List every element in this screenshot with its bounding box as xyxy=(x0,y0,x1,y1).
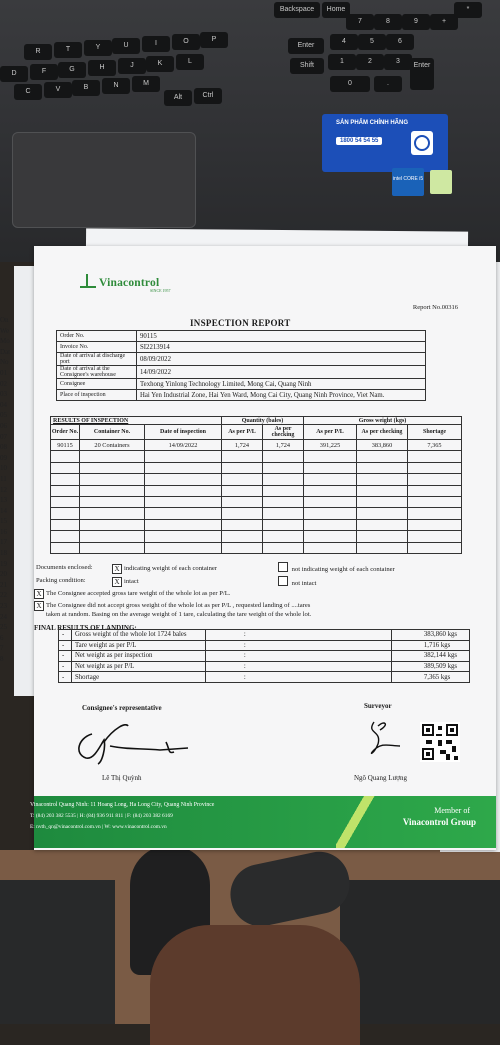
footer-stripe xyxy=(336,796,376,848)
table-cell-empty xyxy=(51,542,80,553)
side-row-number: 24 xyxy=(0,612,7,621)
vinacontrol-logo xyxy=(80,274,159,289)
info-row xyxy=(57,379,426,390)
consignee-accepted-text: The Consignee accepted gross tare weight of the whole lot as per P/L. xyxy=(46,590,231,597)
leg-left xyxy=(0,880,115,1024)
side-row-number: 04 xyxy=(0,400,7,409)
cell-shortage: 7,365 xyxy=(408,440,462,451)
table-row-empty xyxy=(51,508,462,519)
table-cell-empty xyxy=(51,519,80,530)
final-dash: - xyxy=(59,661,72,672)
final-label: Net weight as per P/L xyxy=(72,661,206,672)
table-cell-empty xyxy=(357,519,408,530)
eco-sticker xyxy=(430,170,452,194)
cell-order-no: 90115 xyxy=(51,440,80,451)
final-colon: : xyxy=(205,672,391,683)
info-label: Invoice No. xyxy=(57,342,137,353)
table-row-empty xyxy=(51,462,462,473)
key-4: 4 xyxy=(330,34,358,50)
table-row-empty xyxy=(51,542,462,553)
surveyor-label: Surveyor xyxy=(364,702,392,710)
qr-code-icon xyxy=(420,722,460,762)
table-cell-empty xyxy=(222,508,263,519)
info-value: 14/09/2022 xyxy=(137,366,426,379)
option-intact xyxy=(112,577,139,587)
final-label: Gross weight of the whole lot 1724 bales xyxy=(72,630,206,641)
table-cell-empty xyxy=(263,542,304,553)
final-dash: - xyxy=(59,672,72,683)
documents-enclosed-label: Documents enclosed: xyxy=(36,564,93,571)
logo-since: SINCE 1957 xyxy=(150,288,171,293)
side-row-number: 19 xyxy=(0,559,7,568)
table-cell-empty xyxy=(80,508,145,519)
col-date: Date of inspection xyxy=(145,425,222,440)
table-row-empty xyxy=(51,474,462,485)
side-row-number: 16 xyxy=(0,527,7,536)
table-cell-empty xyxy=(51,451,80,462)
table-cell-empty xyxy=(222,496,263,507)
keyboard xyxy=(0,0,470,118)
table-cell-empty xyxy=(263,531,304,542)
final-colon: : xyxy=(205,651,391,662)
option-not-weight-each xyxy=(278,562,395,573)
table-row-empty xyxy=(51,496,462,507)
sticker-title: SẢN PHẨM CHÍNH HÃNG xyxy=(336,120,408,126)
laptop xyxy=(0,0,500,262)
table-cell-empty xyxy=(222,474,263,485)
final-value: 383,860 kgs xyxy=(391,630,469,641)
info-label: Date of arrival at discharge port xyxy=(57,353,137,366)
intel-sticker-text: intel CORE i5 xyxy=(392,176,424,182)
side-row-number: 01 xyxy=(0,368,7,377)
key-5: 5 xyxy=(358,34,386,50)
key-c: C xyxy=(14,84,42,100)
info-value: 90115 xyxy=(137,331,426,342)
gross-weight-header: Gross weight (kgs) xyxy=(304,417,462,425)
side-row-number: Mo xyxy=(0,337,10,346)
option-weight-each-label: indicating weight of each container xyxy=(124,565,218,572)
key-1: 1 xyxy=(328,54,356,70)
results-subheader-row xyxy=(51,425,462,440)
final-row xyxy=(59,651,470,662)
cell-qty-check: 1,724 xyxy=(263,440,304,451)
side-row-number: 11 xyxy=(0,474,7,483)
side-row-number: 07 xyxy=(0,432,7,441)
table-cell-empty xyxy=(145,531,222,542)
col-gw-pl: As per P/L xyxy=(304,425,357,440)
checkbox-not-weight-each[interactable] xyxy=(278,562,288,572)
checkbox-intact[interactable]: X xyxy=(112,577,122,587)
table-cell-empty xyxy=(304,462,357,473)
table-cell-empty xyxy=(145,519,222,530)
consignee-rep-label: Consignee's representative xyxy=(82,704,162,712)
side-row-number: 21 xyxy=(0,580,7,589)
intel-logo-icon xyxy=(392,168,424,196)
col-qty-pl: As per P/L xyxy=(222,425,263,440)
table-cell-empty xyxy=(408,462,462,473)
key-home: Home xyxy=(322,2,350,18)
final-colon: : xyxy=(205,640,391,651)
footer-banner xyxy=(30,796,496,848)
table-row-empty xyxy=(51,451,462,462)
cell-date: 14/09/2022 xyxy=(145,440,222,451)
cell-qty-pl: 1,724 xyxy=(222,440,263,451)
option-weight-each xyxy=(112,564,217,574)
final-row xyxy=(59,640,470,651)
key-t: T xyxy=(54,42,82,58)
side-row-number: 6 xyxy=(0,633,4,642)
key-plus: + xyxy=(430,14,458,30)
table-cell-empty xyxy=(357,451,408,462)
option-not-weight-each-label: not indicating weight of each container xyxy=(291,566,395,573)
table-cell-empty xyxy=(357,462,408,473)
results-title: RESULTS OF INSPECTION xyxy=(51,417,222,425)
table-cell-empty xyxy=(80,451,145,462)
key-7: 7 xyxy=(346,14,374,30)
table-cell-empty xyxy=(408,542,462,553)
table-cell-empty xyxy=(222,462,263,473)
table-cell-empty xyxy=(51,485,80,496)
key-v: V xyxy=(44,82,72,98)
table-cell-empty xyxy=(145,542,222,553)
cell-container-no: 20 Containers xyxy=(80,440,145,451)
report-title: INSPECTION REPORT xyxy=(190,318,291,328)
consignee-rep-name: Lê Thị Quỳnh xyxy=(102,774,142,782)
table-cell-empty xyxy=(51,462,80,473)
table-cell-empty xyxy=(357,474,408,485)
col-qty-check: As per checking xyxy=(263,425,304,440)
side-row-number: 8 xyxy=(0,655,4,663)
side-row-number: 03 xyxy=(0,390,7,399)
sticker-phone: 1800 54 54 55 xyxy=(336,137,382,145)
table-cell-empty xyxy=(408,451,462,462)
final-results-title: FINAL RESULTS OF LANDING: xyxy=(34,624,137,632)
final-row xyxy=(59,630,470,641)
key-dot: . xyxy=(374,76,402,92)
option-not-intact xyxy=(278,576,316,587)
inspection-report-sheet xyxy=(30,246,496,850)
key-backspace: Backspace xyxy=(274,2,320,18)
final-colon: : xyxy=(205,661,391,672)
report-number: Report No.00316 xyxy=(412,304,458,311)
key-f: F xyxy=(30,64,58,80)
table-cell-empty xyxy=(304,508,357,519)
side-row-number: 14 xyxy=(0,506,7,515)
key-multiply: * xyxy=(454,2,482,18)
key-j: J xyxy=(118,58,146,74)
key-p: P xyxy=(200,32,228,48)
key-k: K xyxy=(146,56,174,72)
info-value: Hai Yen Industrial Zone, Hai Yen Ward, Mong Cai City, Quang Ninh Province, Viet Nam. xyxy=(137,390,426,401)
table-cell-empty xyxy=(357,531,408,542)
table-cell-empty xyxy=(263,496,304,507)
consignee-signature xyxy=(70,720,200,766)
key-2: 2 xyxy=(356,54,384,70)
order-info-table xyxy=(56,330,426,401)
table-cell-empty xyxy=(304,474,357,485)
info-label: Order No. xyxy=(57,331,137,342)
table-cell-empty xyxy=(357,485,408,496)
table-cell-empty xyxy=(357,542,408,553)
final-colon: : xyxy=(205,630,391,641)
table-cell-empty xyxy=(408,531,462,542)
footer-group: Vinacontrol Group xyxy=(402,817,476,827)
side-row-number: 17 xyxy=(0,538,7,547)
key-y: Y xyxy=(84,40,112,56)
info-row xyxy=(57,353,426,366)
table-cell-empty xyxy=(145,485,222,496)
final-dash: - xyxy=(59,640,72,651)
key-n: N xyxy=(102,78,130,94)
final-row xyxy=(59,661,470,672)
info-row xyxy=(57,390,426,401)
option-intact-label: intact xyxy=(124,578,139,585)
footer-address: Vinacontrol Quang Ninh: 11 Hoang Long, Ha Long City, Quang Ninh Province xyxy=(30,802,215,808)
info-row xyxy=(57,331,426,342)
table-cell-empty xyxy=(80,462,145,473)
side-row-number: 20 xyxy=(0,570,7,579)
final-value: 389,509 kgs xyxy=(391,661,469,672)
key-0: 0 xyxy=(330,76,370,92)
table-cell-empty xyxy=(263,462,304,473)
table-cell-empty xyxy=(80,531,145,542)
table-row xyxy=(51,440,462,451)
col-order-no: Order No. xyxy=(51,425,80,440)
table-cell-empty xyxy=(222,542,263,553)
checkbox-accepted[interactable]: X xyxy=(34,589,44,599)
results-table xyxy=(50,416,462,554)
table-cell-empty xyxy=(222,531,263,542)
final-value: 382,144 kgs xyxy=(391,651,469,662)
checkbox-weight-each[interactable]: X xyxy=(112,564,122,574)
table-cell-empty xyxy=(145,496,222,507)
final-row xyxy=(59,672,470,683)
final-dash: - xyxy=(59,630,72,641)
table-cell-empty xyxy=(304,451,357,462)
surveyor-signature xyxy=(360,716,420,762)
table-cell-empty xyxy=(263,451,304,462)
key-o: O xyxy=(172,34,200,50)
table-cell-empty xyxy=(408,519,462,530)
table-cell-empty xyxy=(145,462,222,473)
info-row xyxy=(57,366,426,379)
key-m: M xyxy=(132,76,160,92)
side-row-number: 09 xyxy=(0,453,7,462)
final-value: 7,365 kgs xyxy=(391,672,469,683)
table-cell-empty xyxy=(80,474,145,485)
empty-rows xyxy=(51,451,462,554)
info-value: SI2213914 xyxy=(137,342,426,353)
table-row-empty xyxy=(51,485,462,496)
table-row-empty xyxy=(51,519,462,530)
info-value: 08/09/2022 xyxy=(137,353,426,366)
quantity-header: Quantity (bales) xyxy=(222,417,304,425)
key-numpad-enter: Enter xyxy=(410,58,434,90)
table-row-empty xyxy=(51,531,462,542)
key-h: H xyxy=(88,60,116,76)
side-row-number: 25 xyxy=(0,623,7,632)
consignee-accepted xyxy=(34,589,230,599)
table-cell-empty xyxy=(408,485,462,496)
side-row-number: On xyxy=(0,316,9,324)
leg-right xyxy=(340,880,500,1024)
footer-member-of: Member of xyxy=(434,806,470,815)
key-r: R xyxy=(24,44,52,60)
consignee-not-accepted-text: The Consignee did not accept gross weight of the whole lot as per P/L , requested landing of ....tares xyxy=(46,602,311,609)
side-row-number: 15 xyxy=(0,517,7,526)
info-label: Date of arrival at the Consignee's warehouse xyxy=(57,366,137,379)
table-cell-empty xyxy=(304,519,357,530)
table-cell-empty xyxy=(51,496,80,507)
final-label: Shortage xyxy=(72,672,206,683)
key-u: U xyxy=(112,38,140,54)
footer-email-web: E: nvth_qn@vinacontrol.com.vn | W: www.vinacontrol.com.vn xyxy=(30,824,167,830)
side-row-number: No xyxy=(0,358,9,367)
footer-phones: T: (84) 203 382 5535 | H: (84) 936 911 811 | F: (84) 203 382 6169 xyxy=(30,813,173,819)
table-cell-empty xyxy=(222,485,263,496)
table-cell-empty xyxy=(51,474,80,485)
final-dash: - xyxy=(59,651,72,662)
table-cell-empty xyxy=(408,496,462,507)
key-6: 6 xyxy=(386,34,414,50)
key-l: L xyxy=(176,54,204,70)
col-gw-check: As per checking xyxy=(357,425,408,440)
table-cell-empty xyxy=(80,519,145,530)
cell-gw-pl: 391,225 xyxy=(304,440,357,451)
side-row-number: 05 xyxy=(0,411,7,420)
key-alt: Alt xyxy=(164,90,192,106)
table-cell-empty xyxy=(222,519,263,530)
key-ctrl: Ctrl xyxy=(194,88,222,104)
final-label: Net weight as per inspection xyxy=(72,651,206,662)
key-3: 3 xyxy=(384,54,412,70)
cell-gw-check: 383,860 xyxy=(357,440,408,451)
table-cell-empty xyxy=(304,485,357,496)
option-not-intact-label: not intact xyxy=(291,580,317,587)
info-row xyxy=(57,342,426,353)
final-value: 1,716 kgs xyxy=(391,640,469,651)
table-cell-empty xyxy=(145,474,222,485)
key-shift: Shift xyxy=(290,58,324,74)
side-row-number: 10 xyxy=(0,464,7,473)
side-row-number: 18 xyxy=(0,549,7,558)
genuine-product-sticker xyxy=(322,114,448,172)
side-row-number: 06 xyxy=(0,421,7,430)
side-row-number: 02 xyxy=(0,379,7,388)
table-cell-empty xyxy=(304,531,357,542)
col-shortage: Shortage xyxy=(408,425,462,440)
table-cell-empty xyxy=(408,474,462,485)
table-cell-empty xyxy=(304,542,357,553)
side-row-number: We xyxy=(0,326,10,335)
touchpad xyxy=(12,132,196,228)
key-g: G xyxy=(58,62,86,78)
side-row-number: 23 xyxy=(0,602,7,611)
col-container-no: Container No. xyxy=(80,425,145,440)
scale-icon xyxy=(80,274,96,288)
consignee-not-accepted xyxy=(34,601,310,611)
table-cell-empty xyxy=(408,508,462,519)
packing-condition-label: Packing condition: xyxy=(36,577,86,584)
table-cell-empty xyxy=(263,485,304,496)
side-row-number: 08 xyxy=(0,443,7,452)
table-cell-empty xyxy=(145,451,222,462)
table-cell-empty xyxy=(357,508,408,519)
table-cell-empty xyxy=(304,496,357,507)
table-cell-empty xyxy=(263,508,304,519)
table-cell-empty xyxy=(80,542,145,553)
table-cell-empty xyxy=(80,496,145,507)
key-8: 8 xyxy=(374,14,402,30)
shield-icon xyxy=(410,130,434,156)
info-label: Consignee xyxy=(57,379,137,390)
checkbox-not-intact[interactable] xyxy=(278,576,288,586)
table-cell-empty xyxy=(80,485,145,496)
info-value: Texhong Yinlong Technology Limited, Mong Cai, Quang Ninh xyxy=(137,379,426,390)
checkbox-not-accepted[interactable]: X xyxy=(34,601,44,611)
info-label: Place of inspection xyxy=(57,390,137,401)
table-cell-empty xyxy=(51,531,80,542)
key-i: I xyxy=(142,36,170,52)
table-cell-empty xyxy=(145,508,222,519)
table-cell-empty xyxy=(51,508,80,519)
logo-text: Vinacontrol xyxy=(99,277,160,289)
surveyor-name: Ngô Quang Lượng xyxy=(354,774,407,782)
table-cell-empty xyxy=(263,474,304,485)
table-cell-empty xyxy=(263,519,304,530)
side-row-number: 22 xyxy=(0,591,7,600)
side-row-number: Dat xyxy=(0,347,11,356)
side-row-number: 12 xyxy=(0,485,7,494)
final-label: Tare weight as per P/L xyxy=(72,640,206,651)
final-results-table xyxy=(58,629,470,683)
side-row-number: 7 xyxy=(0,644,4,653)
key-b: B xyxy=(72,80,100,96)
table-cell-empty xyxy=(357,496,408,507)
key-d: D xyxy=(0,66,28,82)
consignee-not-accepted-cont: taken at random. Basing on the average weight of 1 tare, calculating the tare weight of the whole lot. xyxy=(46,611,312,618)
key-9: 9 xyxy=(402,14,430,30)
hand xyxy=(150,925,360,1045)
side-row-number: 13 xyxy=(0,496,7,505)
table-cell-empty xyxy=(222,451,263,462)
results-header-row xyxy=(51,417,462,425)
key-enter: Enter xyxy=(288,38,324,54)
